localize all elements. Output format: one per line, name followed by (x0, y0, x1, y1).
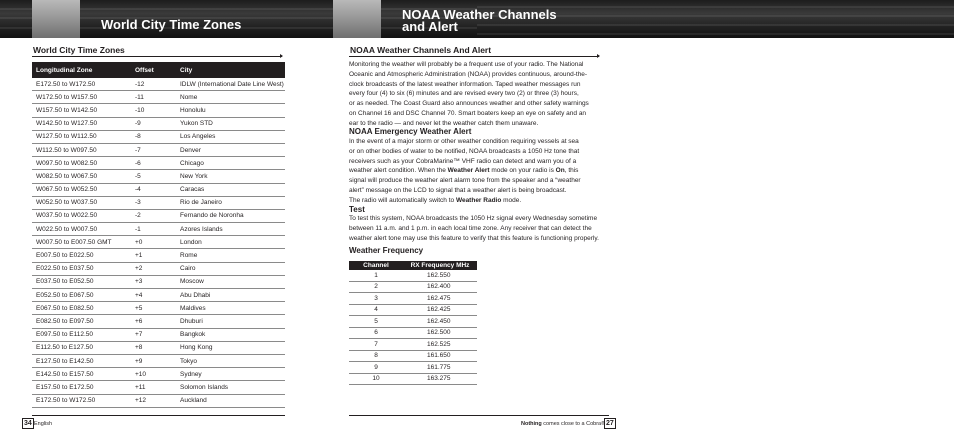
cell-offset: +11 (131, 381, 176, 394)
intro-line: on Channel 16 and DSC Channel 70. Smart boaters keep an eye on safety and an (349, 109, 587, 117)
table-row (349, 293, 477, 305)
cell-offset: -12 (131, 78, 176, 91)
cell-city: IDLW (International Date Line West) (176, 78, 285, 91)
cell-offset: -8 (131, 130, 176, 143)
test-line: To test this system, NOAA broadcasts the 1050 Hz signal every Wednesday sometime (349, 215, 598, 222)
cell-offset: -6 (131, 157, 176, 170)
table-row (32, 289, 285, 302)
header-longitudinal-zone: Longitudinal Zone (32, 62, 131, 78)
table-row (349, 281, 477, 293)
cell-offset: -10 (131, 104, 176, 117)
cell-channel: 1 (349, 270, 403, 281)
cell-city: Maldives (176, 302, 285, 315)
cell-city: Caracas (176, 183, 285, 196)
cell-frequency: 162.450 (403, 316, 477, 328)
cell-zone: W142.50 to W127.50 (32, 117, 131, 130)
cell-channel: 9 (349, 362, 403, 374)
table-row (32, 302, 285, 315)
right-section-tab (333, 0, 381, 38)
table-row (349, 304, 477, 316)
table-row (32, 170, 285, 183)
table-row (32, 196, 285, 209)
cell-offset: +8 (131, 341, 176, 354)
test-line: between 11 a.m. and 1 p.m. in each local time zone. Any receiver that can detect the (349, 224, 592, 232)
cell-city: Yukon STD (176, 117, 285, 130)
left-footer (0, 415, 477, 435)
cell-offset: -1 (131, 223, 176, 236)
cell-city: London (176, 236, 285, 249)
header-offset: Offset (131, 62, 176, 78)
cell-zone: E172.50 to W172.50 (32, 78, 131, 91)
right-footer-tagline: Nothing comes close to a Cobra® (521, 421, 606, 427)
cell-zone: E112.50 to E127.50 (32, 341, 131, 354)
cell-channel: 4 (349, 304, 403, 316)
cell-zone: E157.50 to E172.50 (32, 381, 131, 394)
intro-line: every four (4) to six (6) minutes and are revised every two (2) or three (3) hours, (349, 90, 579, 98)
header-city: City (176, 62, 285, 78)
table-row (32, 223, 285, 236)
cell-channel: 7 (349, 339, 403, 351)
cell-city: Bangkok (176, 328, 285, 341)
test-line: weather alert tone may use this feature to verify that this feature is functioning properly. (349, 234, 599, 242)
cell-zone: E052.50 to E067.50 (32, 289, 131, 302)
cell-zone: E082.50 to E097.50 (32, 315, 131, 328)
cell-zone: W127.50 to W112.50 (32, 130, 131, 143)
cell-frequency: 162.400 (403, 281, 477, 293)
cell-zone: W022.50 to W007.50 (32, 223, 131, 236)
table-row (349, 350, 477, 362)
cell-zone: E142.50 to E157.50 (32, 368, 131, 381)
time-zones-heading: World City Time Zones (33, 45, 125, 55)
left-banner-title: World City Time Zones (101, 17, 242, 32)
left-section-tab (32, 0, 80, 38)
cell-offset: -11 (131, 91, 176, 104)
cell-frequency: 163.275 (403, 373, 477, 385)
table-row (32, 91, 285, 104)
on-term: On (555, 167, 565, 175)
noaa-heading-rule (349, 56, 599, 57)
table-row (32, 354, 285, 367)
table-row (32, 209, 285, 222)
right-tab-label: VHF Marine Radio Protocols (334, 439, 395, 444)
cell-zone: E022.50 to E037.50 (32, 262, 131, 275)
left-tab-label: VHF Marine Radio Protocols (33, 439, 94, 444)
table-row (349, 316, 477, 328)
table-row (32, 143, 285, 156)
table-row (32, 315, 285, 328)
table-row (349, 362, 477, 374)
cell-offset: -4 (131, 183, 176, 196)
cell-channel: 5 (349, 316, 403, 328)
left-footer-language: English (34, 421, 53, 427)
cell-city: Moscow (176, 275, 285, 288)
cell-offset: -5 (131, 170, 176, 183)
emergency-alert-paragraph: In the event of a major storm or other weather condition requiring vessels at sea or on other bodies of water to be notified, NOAA broadcasts a 1050 Hz tone that receivers such as your CobraMarine™ VHF radio can detect and warn you of a weather alert condition. When the Weather Alert mode on your radio is On, this signal will produce the weather alert alarm tone from the speaker and a “weather alert” message on the LCD to signal that a weather alert is being broadcast. The radio will automatically switch to Weather Radio mode. (349, 138, 581, 204)
header-rx-frequency: RX Frequency MHz (403, 261, 477, 270)
intro-line: ear to the radio — and never let the weather catch them unaware. (349, 119, 539, 127)
test-paragraph (349, 214, 609, 243)
weather-frequency-header (349, 261, 477, 270)
cell-city: Auckland (176, 394, 285, 407)
intro-line: or as needed. The Coast Guard also announces weather and other safety warnings (349, 100, 589, 107)
cell-zone: W052.50 to W037.50 (32, 196, 131, 209)
cell-offset: +6 (131, 315, 176, 328)
cell-channel: 6 (349, 327, 403, 339)
table-row (32, 117, 285, 130)
cell-offset: +3 (131, 275, 176, 288)
table-row (32, 130, 285, 143)
cell-zone: W067.50 to W052.50 (32, 183, 131, 196)
table-row (349, 339, 477, 351)
noaa-heading: NOAA Weather Channels And Alert (350, 45, 492, 55)
cell-channel: 10 (349, 373, 403, 385)
cell-city: New York (176, 170, 285, 183)
left-page-number: 34 (24, 420, 32, 427)
noaa-intro-paragraph (349, 60, 609, 128)
cell-city: Cairo (176, 262, 285, 275)
table-row (32, 275, 285, 288)
cell-zone: W112.50 to W097.50 (32, 143, 131, 156)
cell-offset: +10 (131, 368, 176, 381)
cell-offset: +0 (131, 236, 176, 249)
weather-frequency-table (349, 261, 477, 385)
cell-city: Abu Dhabi (176, 289, 285, 302)
table-row (349, 270, 477, 281)
table-row (32, 328, 285, 341)
cell-offset: +4 (131, 289, 176, 302)
cell-zone: E037.50 to E052.50 (32, 275, 131, 288)
cell-city: Tokyo (176, 354, 285, 367)
cell-offset: +9 (131, 354, 176, 367)
table-row (349, 373, 477, 385)
cell-channel: 3 (349, 293, 403, 305)
cell-frequency: 162.500 (403, 327, 477, 339)
cell-city: Hong Kong (176, 341, 285, 354)
cell-city: Nome (176, 91, 285, 104)
table-row (32, 78, 285, 91)
cell-city: Azores Islands (176, 223, 285, 236)
cell-offset: +1 (131, 249, 176, 262)
cell-offset: +5 (131, 302, 176, 315)
right-banner-title-line2: and Alert (402, 19, 458, 34)
table-row (32, 183, 285, 196)
cell-zone: W037.50 to W022.50 (32, 209, 131, 222)
test-heading: Test (349, 205, 365, 214)
header-channel: Channel (349, 261, 403, 270)
table-row (32, 368, 285, 381)
cell-channel: 2 (349, 281, 403, 293)
cell-offset: -9 (131, 117, 176, 130)
cell-zone: W157.50 to W142.50 (32, 104, 131, 117)
weather-alert-term: Weather Alert (447, 167, 490, 175)
table-row (32, 341, 285, 354)
cell-zone: W082.50 to W067.50 (32, 170, 131, 183)
cell-city: Solomon Islands (176, 381, 285, 394)
table-row (32, 394, 285, 407)
cell-zone: W007.50 to E007.50 GMT (32, 236, 131, 249)
cell-city: Los Angeles (176, 130, 285, 143)
weather-radio-term: Weather Radio (455, 196, 502, 204)
time-zones-table-header (32, 62, 285, 78)
table-row (32, 381, 285, 394)
cell-zone: E127.50 to E142.50 (32, 354, 131, 367)
cell-city: Rio de Janeiro (176, 196, 285, 209)
cell-offset: -3 (131, 196, 176, 209)
cell-frequency: 161.650 (403, 350, 477, 362)
cell-zone: E007.50 to E022.50 (32, 249, 131, 262)
cell-frequency: 161.775 (403, 362, 477, 374)
cell-offset: +12 (131, 394, 176, 407)
table-row (32, 249, 285, 262)
cell-frequency: 162.425 (403, 304, 477, 316)
cell-offset: -7 (131, 143, 176, 156)
time-zones-heading-rule (32, 56, 282, 57)
intro-line: Monitoring the weather will probably be a frequent use of your radio. The National (349, 61, 584, 68)
cell-zone: W172.50 to W157.50 (32, 91, 131, 104)
cell-zone: E172.50 to W172.50 (32, 394, 131, 407)
cell-city: Fernando de Noronha (176, 209, 285, 222)
right-banner-title (402, 9, 557, 33)
table-row (32, 157, 285, 170)
table-row (32, 104, 285, 117)
right-footer (477, 415, 954, 435)
intro-line: Oceanic and Atmospheric Administration (NOAA) provides continuous, around-the- (349, 70, 588, 78)
cell-channel: 8 (349, 350, 403, 362)
cell-offset: +7 (131, 328, 176, 341)
table-row (32, 236, 285, 249)
emergency-alert-heading: NOAA Emergency Weather Alert (349, 127, 472, 136)
cell-offset: -2 (131, 209, 176, 222)
cell-city: Rome (176, 249, 285, 262)
cell-frequency: 162.525 (403, 339, 477, 351)
cell-zone: E097.50 to E112.50 (32, 328, 131, 341)
cell-city: Denver (176, 143, 285, 156)
cell-frequency: 162.475 (403, 293, 477, 305)
cell-city: Sydney (176, 368, 285, 381)
cell-frequency: 162.550 (403, 270, 477, 281)
table-row (349, 327, 477, 339)
cell-city: Honolulu (176, 104, 285, 117)
cell-offset: +2 (131, 262, 176, 275)
right-banner-title-line1: NOAA Weather Channels (402, 7, 557, 22)
weather-frequency-heading: Weather Frequency (349, 246, 424, 255)
intro-line: clock broadcasts of the latest weather information. Taped weather messages run (349, 80, 581, 88)
cell-city: Dhuburi (176, 315, 285, 328)
right-page-number: 27 (606, 420, 614, 427)
cell-zone: W097.50 to W082.50 (32, 157, 131, 170)
table-row (32, 262, 285, 275)
cell-zone: E067.50 to E082.50 (32, 302, 131, 315)
time-zones-table (32, 62, 285, 408)
cell-city: Chicago (176, 157, 285, 170)
